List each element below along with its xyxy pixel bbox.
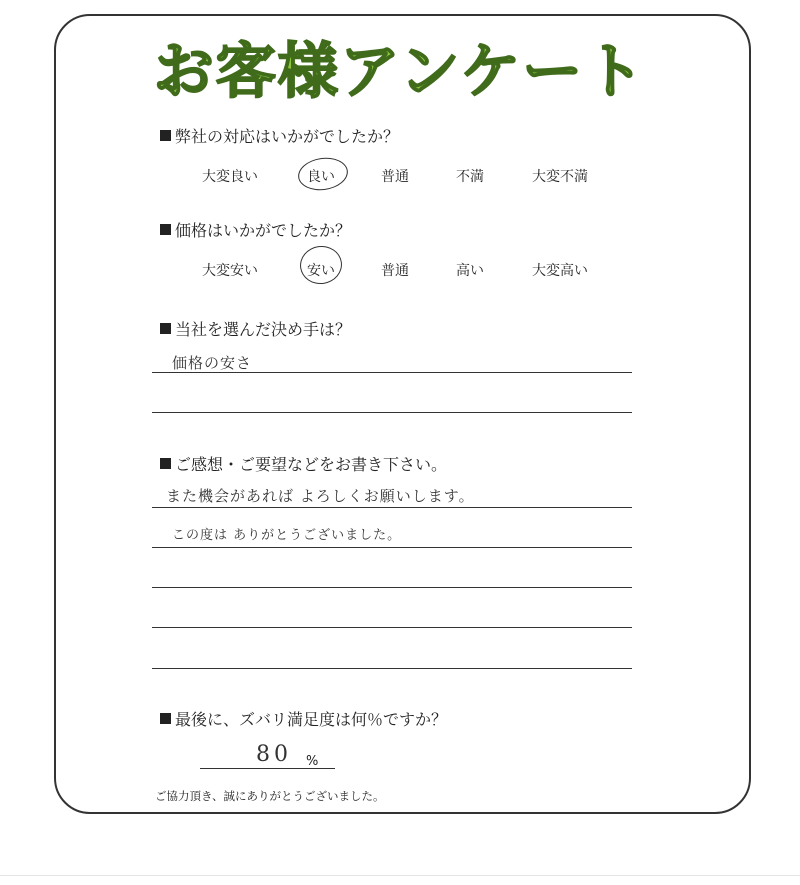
option-service-normal[interactable]: 普通 xyxy=(381,169,409,185)
options-price xyxy=(0,260,800,284)
option-service-very-dissatisfied[interactable]: 大変不満 xyxy=(532,169,588,185)
comment-rule xyxy=(152,587,632,588)
comment-rule xyxy=(152,507,632,508)
question-price: 価格はいかがでしたか？ xyxy=(160,218,351,241)
satisfaction-line xyxy=(200,768,335,769)
thanks-note: ご協力頂き、誠にありがとうございました。 xyxy=(155,789,385,803)
comment-rule xyxy=(152,668,632,669)
option-price-expensive[interactable]: 高い xyxy=(456,263,484,279)
comment-rule xyxy=(152,547,632,548)
option-service-dissatisfied[interactable]: 不満 xyxy=(456,169,484,185)
satisfaction-unit: % xyxy=(306,754,319,769)
satisfaction-value: 80 xyxy=(256,742,292,767)
option-service-very-good[interactable]: 大変良い xyxy=(202,169,258,185)
square-bullet-icon xyxy=(160,224,171,235)
comment-line-1: また機会があれば よろしくお願いします。 xyxy=(166,487,475,505)
comment-line-2: この度は ありがとうございました。 xyxy=(172,528,402,543)
question-satisfaction: 最後に、ズバリ満足度は何％ですか？ xyxy=(160,707,447,730)
option-price-very-expensive[interactable]: 大変高い xyxy=(532,263,588,279)
question-comments: ご感想・ご要望などをお書き下さい。 xyxy=(160,452,447,475)
square-bullet-icon xyxy=(160,713,171,724)
answer-line xyxy=(152,412,632,413)
square-bullet-icon xyxy=(160,323,171,334)
survey-title: お客様アンケート xyxy=(153,37,647,107)
option-service-good[interactable]: 良い xyxy=(307,169,335,185)
square-bullet-icon xyxy=(160,130,171,141)
survey-card xyxy=(54,14,751,814)
comment-rule xyxy=(152,627,632,628)
option-price-very-cheap[interactable]: 大変安い xyxy=(202,263,258,279)
square-bullet-icon xyxy=(160,458,171,469)
answer-deciding-factor: 価格の安さ xyxy=(172,354,253,372)
options-service xyxy=(0,166,800,190)
question-service: 弊社の対応はいかがでしたか？ xyxy=(160,124,399,147)
page-bottom-edge xyxy=(0,875,800,876)
question-deciding-factor: 当社を選んだ決め手は？ xyxy=(160,317,351,340)
option-price-cheap[interactable]: 安い xyxy=(307,263,335,279)
answer-line xyxy=(152,372,632,373)
option-price-normal[interactable]: 普通 xyxy=(381,263,409,279)
